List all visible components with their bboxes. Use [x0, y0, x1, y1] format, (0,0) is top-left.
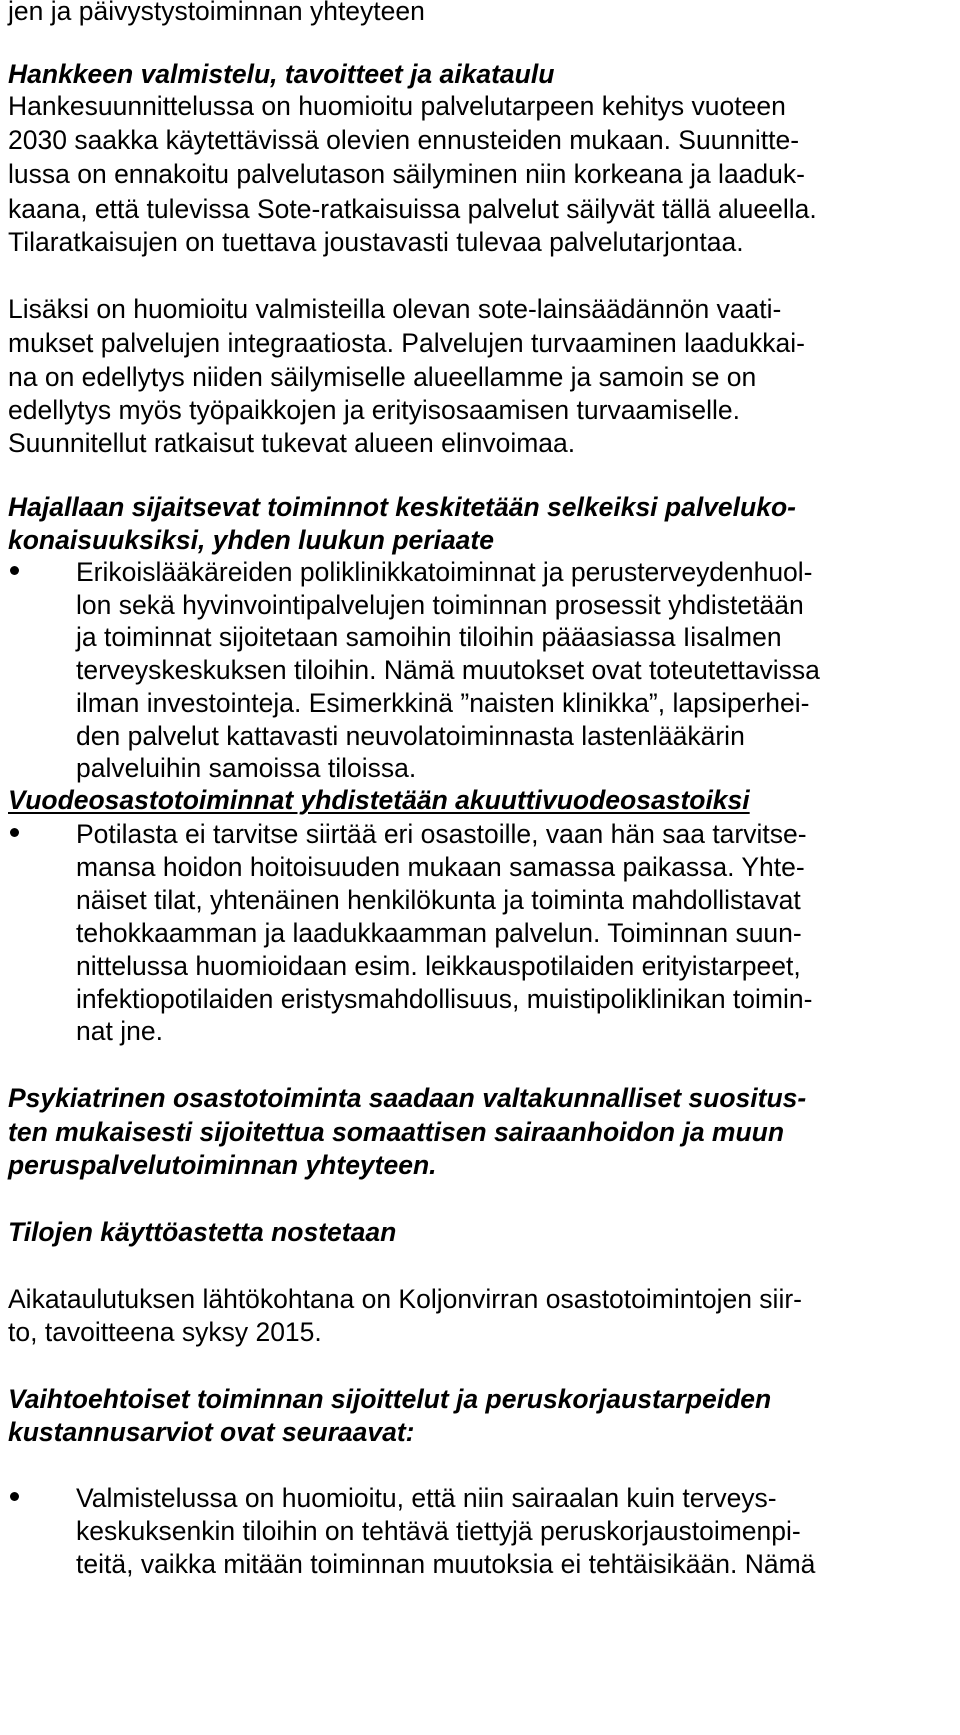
list-item-text: teitä, vaikka mitään toiminnan muutoksia ei tehtäisikään. Nämä: [76, 1549, 816, 1579]
section-heading: Hajallaan sijaitsevat toiminnot keskitetään selkeiksi palveluko-: [8, 492, 796, 522]
list-item-text: infektiopotilaiden eristysmahdollisuus, muistipoliklinikan toimin-: [76, 984, 813, 1014]
list-item-text: terveyskeskuksen tiloihin. Nämä muutokset ovat toteutettavissa: [76, 655, 820, 685]
text-line: edellytys myös työpaikkojen ja erityisosaamisen turvaamiselle.: [8, 395, 740, 425]
list-item-text: palveluihin samoissa tiloissa.: [76, 753, 417, 783]
section-heading: ten mukaisesti sijoitettua somaattisen sairaanhoidon ja muun: [8, 1117, 785, 1147]
bullet-icon: [10, 566, 19, 575]
section-heading: Vuodeosastotoiminnat yhdistetään akuuttivuodeosastoiksi: [8, 785, 750, 815]
list-item-text: tehokkaamman ja laadukkaamman palvelun. Toiminnan suun-: [76, 918, 802, 948]
section-heading: Vaihtoehtoiset toiminnan sijoittelut ja peruskorjaustarpeiden: [8, 1384, 772, 1414]
text-line: to, tavoitteena syksy 2015.: [8, 1317, 322, 1347]
list-item-text: lon sekä hyvinvointipalvelujen toiminnan prosessit yhdistetään: [76, 590, 804, 620]
section-heading: peruspalvelutoiminnan yhteyteen.: [8, 1150, 437, 1180]
text-line: na on edellytys niiden säilymiselle alueellamme ja samoin se on: [8, 362, 757, 392]
text-line: mukset palvelujen integraatiosta. Palvelujen turvaaminen laadukkai-: [8, 328, 805, 358]
list-item-text: Potilasta ei tarvitse siirtää eri osastoille, vaan hän saa tarvitse-: [76, 819, 807, 849]
list-item-text: den palvelut kattavasti neuvolatoiminnasta lastenlääkärin: [76, 721, 745, 751]
text-line: 2030 saakka käytettävissä olevien ennusteiden mukaan. Suunnitte-: [8, 125, 800, 155]
list-item-text: ilman investointeja. Esimerkkinä ”naisten klinikka”, lapsiperhei-: [76, 688, 810, 718]
bullet-icon: [10, 1492, 19, 1501]
text-line: Lisäksi on huomioitu valmisteilla olevan sote-lainsäädännön vaati-: [8, 294, 782, 324]
bullet-icon: [10, 828, 19, 837]
list-item-text: ja toiminnat sijoitetaan samoihin tiloihin pääasiassa Iisalmen: [76, 622, 782, 652]
text-line: Aikataulutuksen lähtökohtana on Koljonvirran osastotoimintojen siir-: [8, 1284, 802, 1314]
list-item-text: mansa hoidon hoitoisuuden mukaan samassa paikassa. Yhte-: [76, 852, 805, 882]
text-line: jen ja päivystystoiminnan yhteyteen: [8, 0, 425, 26]
text-line: Hankesuunnittelussa on huomioitu palvelutarpeen kehitys vuoteen: [8, 91, 786, 121]
section-heading: kustannusarviot ovat seuraavat:: [8, 1417, 415, 1447]
text-line: Tilaratkaisujen on tuettava joustavasti tulevaa palvelutarjontaa.: [8, 227, 744, 257]
list-item-text: Erikoislääkäreiden poliklinikkatoiminnat ja perusterveydenhuol-: [76, 557, 813, 587]
text-line: kaana, että tulevissa Sote-ratkaisuissa palvelut säilyvät tällä alueella.: [8, 194, 817, 224]
list-item-text: Valmistelussa on huomioitu, että niin sairaalan kuin terveys-: [76, 1483, 777, 1513]
section-heading: Tilojen käyttöastetta nostetaan: [8, 1217, 397, 1247]
text-line: Suunnitellut ratkaisut tukevat alueen elinvoimaa.: [8, 428, 576, 458]
section-heading: konaisuuksiksi, yhden luukun periaate: [8, 525, 494, 555]
list-item-text: nittelussa huomioidaan esim. leikkauspotilaiden erityistarpeet,: [76, 951, 801, 981]
list-item-text: nat jne.: [76, 1016, 163, 1046]
section-heading: Hankkeen valmistelu, tavoitteet ja aikataulu: [8, 59, 555, 89]
list-item-text: keskuksenkin tiloihin on tehtävä tiettyjä peruskorjaustoimenpi-: [76, 1516, 801, 1546]
text-line: lussa on ennakoitu palvelutason säilyminen niin korkeana ja laaduk-: [8, 159, 805, 189]
list-item-text: näiset tilat, yhtenäinen henkilökunta ja toiminta mahdollistavat: [76, 885, 801, 915]
section-heading: Psykiatrinen osastotoiminta saadaan valtakunnalliset suositus-: [8, 1083, 807, 1113]
